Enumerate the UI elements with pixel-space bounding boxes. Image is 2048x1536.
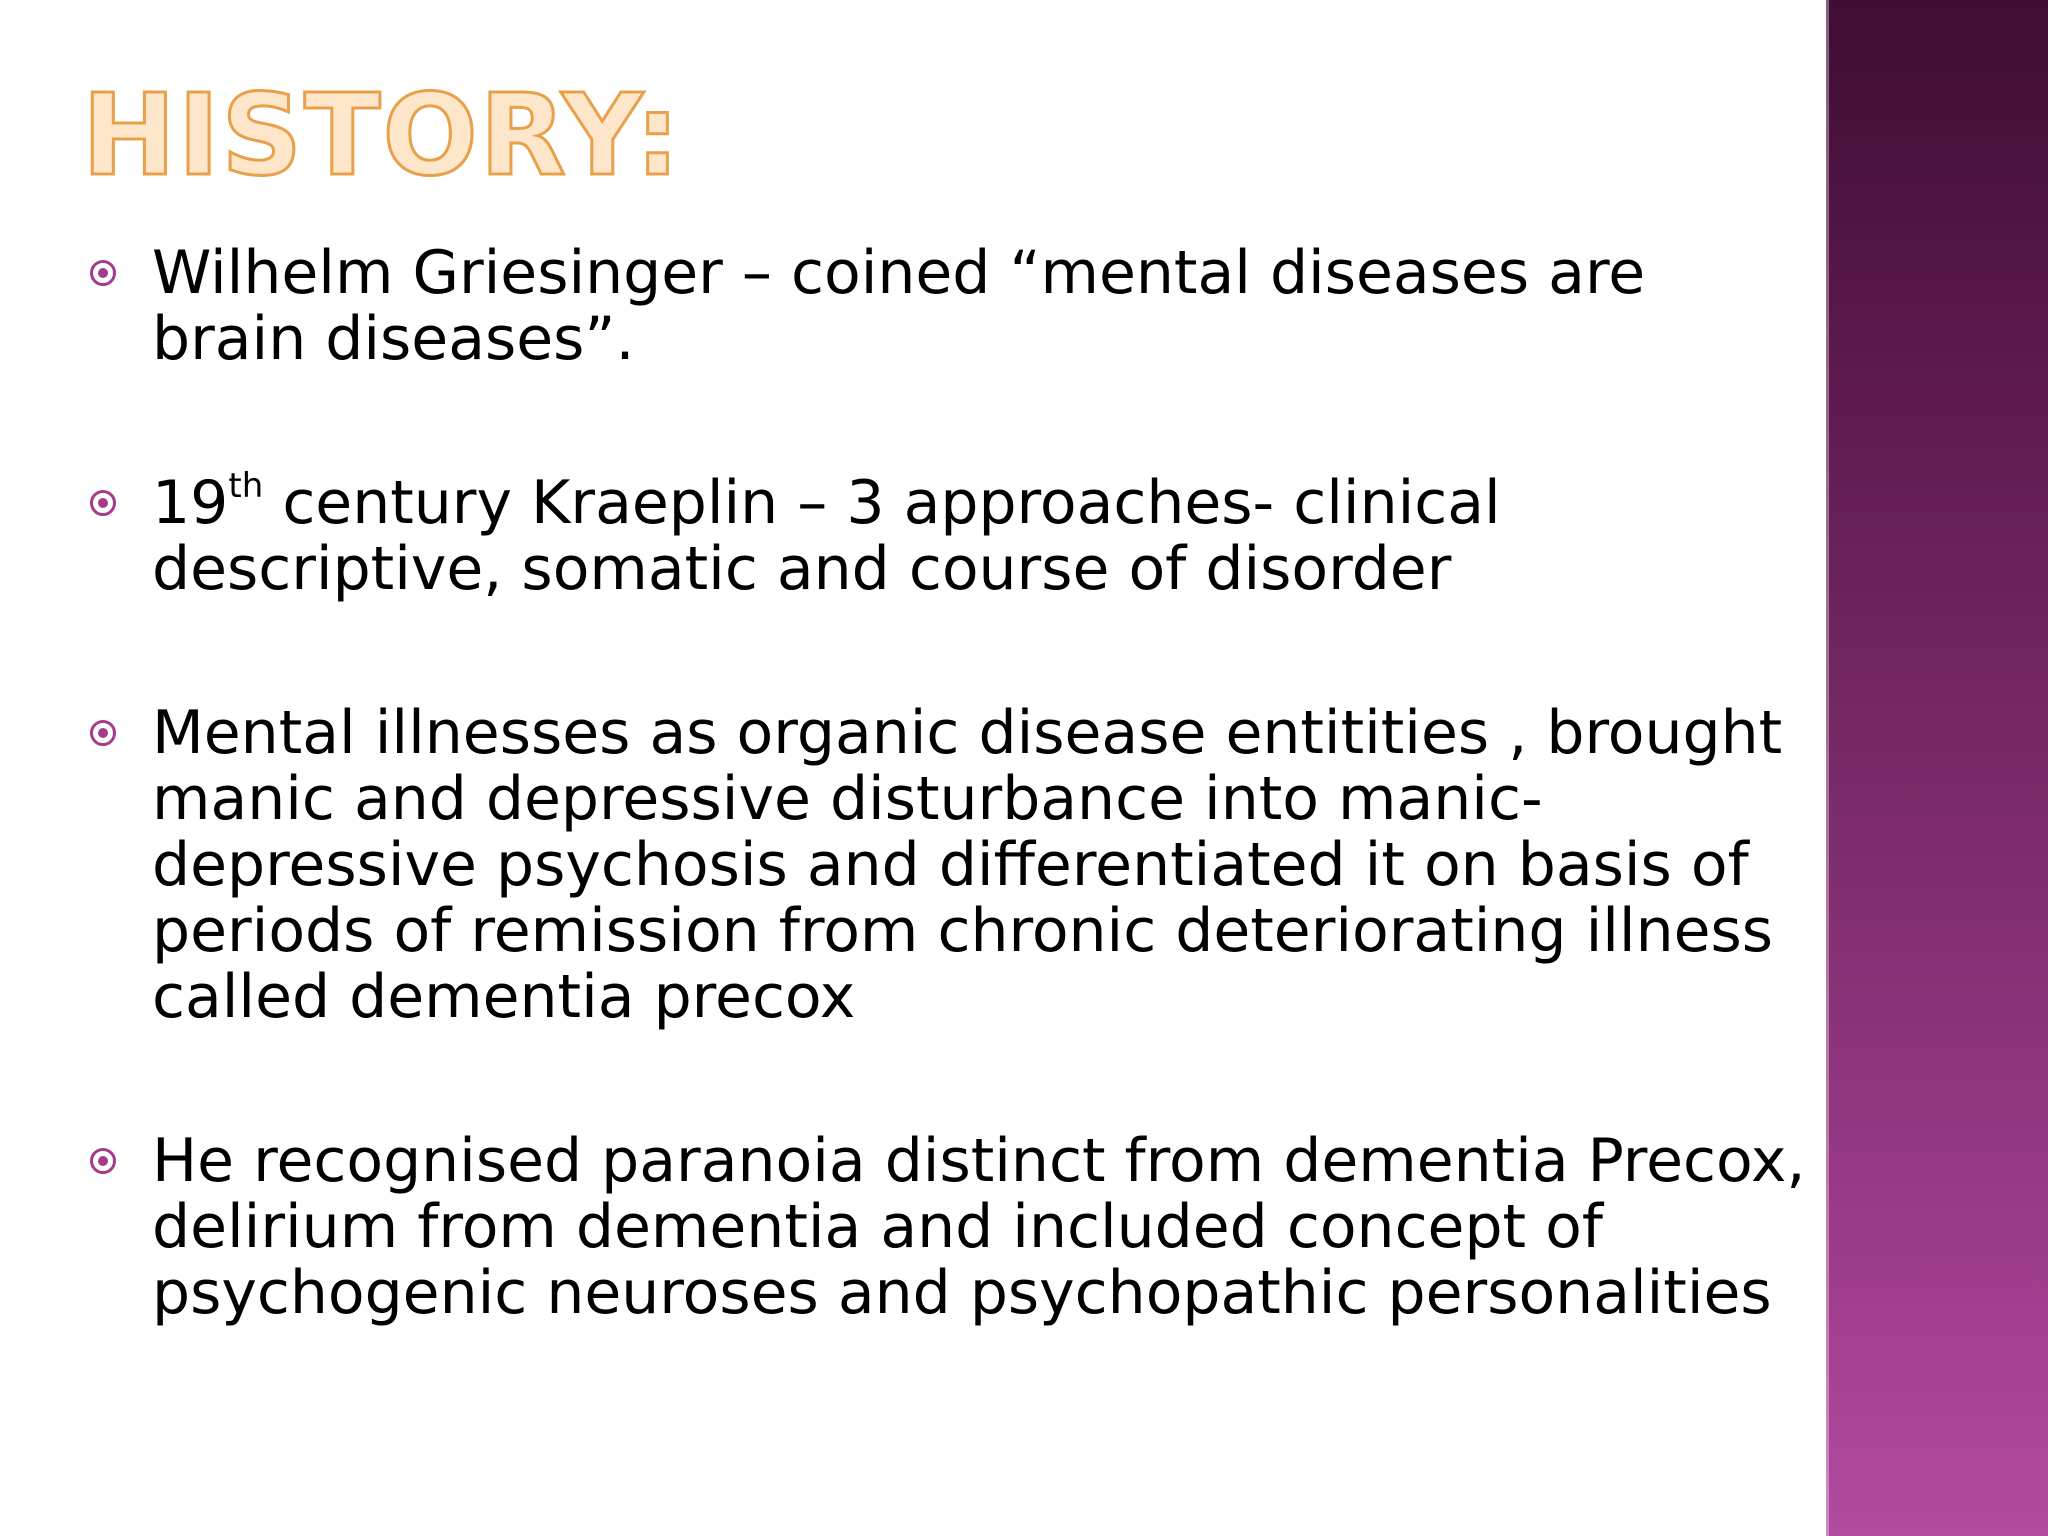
circled-dot-bullet-icon bbox=[90, 260, 116, 286]
circled-dot-bullet-icon bbox=[90, 490, 116, 516]
bullet-item-griesinger bbox=[90, 240, 1810, 372]
circled-dot-bullet-icon bbox=[90, 1148, 116, 1174]
bullet-number: 19 bbox=[152, 468, 229, 538]
slide-title: HISTORY: bbox=[82, 71, 682, 201]
circled-dot-bullet-icon bbox=[90, 720, 116, 746]
bullet-text: Mental illnesses as organic disease entitities , brought manic and depressive disturbance into manic-depressive psychosis and differentiated it on basis of periods of remission from chronic deteriorating illness called dementia precox bbox=[152, 698, 1783, 1032]
bullet-item-kraeplin bbox=[90, 466, 1810, 604]
bullet-item-organic-entities bbox=[90, 700, 1810, 1030]
bullet-text: Wilhelm Griesinger – coined “mental diseases are brain diseases”. bbox=[152, 238, 1646, 374]
bullet-item-paranoia bbox=[90, 1128, 1810, 1326]
bullet-text: century Kraeplin – 3 approaches- clinical descriptive, somatic and course of disorder bbox=[152, 468, 1501, 604]
bullet-list bbox=[90, 240, 1810, 1326]
bullet-text: He recognised paranoia distinct from dementia Precox, delirium from dementia and included concept of psychogenic neuroses and psychopathic personalities bbox=[152, 1126, 1806, 1328]
decorative-side-bar bbox=[1826, 0, 2048, 1536]
bullet-superscript: th bbox=[228, 466, 264, 506]
